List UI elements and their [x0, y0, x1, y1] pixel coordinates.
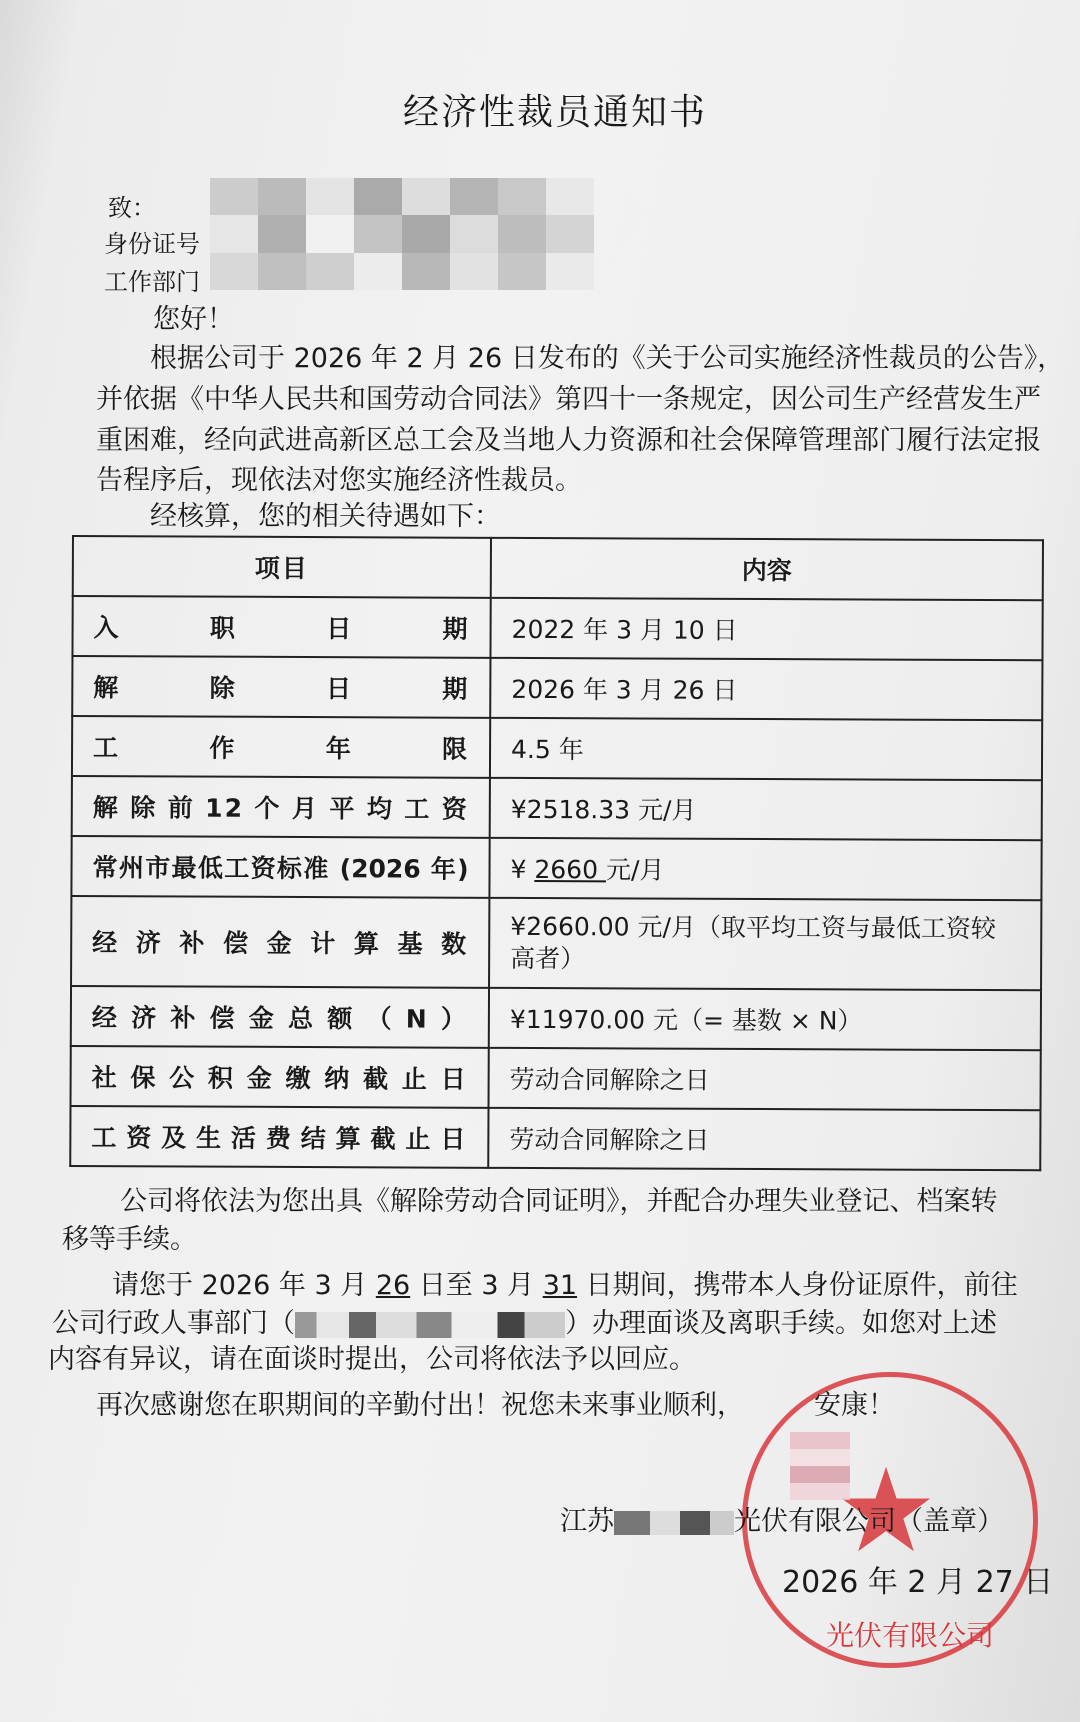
column-header-item: 项目: [73, 536, 491, 598]
department-label: 工作部门: [104, 268, 200, 296]
table-row: [72, 716, 1042, 780]
row-label: 解除前12个月平均工资: [72, 776, 490, 838]
table-row: [71, 836, 1041, 900]
row-value: ¥2660.00 元/月（取平均工资与最低工资较高者）: [489, 898, 1041, 990]
table-row: [72, 656, 1042, 720]
row-value: 2026 年 3 月 26 日: [490, 658, 1042, 720]
row-label: 常州市最低工资标准 (2026 年): [71, 836, 489, 898]
text: 再次感谢您在职期间的辛勤付出！祝您未来事业顺利，: [96, 1390, 744, 1421]
end-day: 31: [542, 1270, 578, 1301]
body-paragraph-1: 告程序后，现依法对您实施经济性裁员。: [96, 465, 582, 496]
row-value: ¥11970.00 元（= 基数 × N）: [489, 988, 1041, 1050]
body-paragraph-1: 重困难，经向武进高新区总工会及当地人力资源和社会保障管理部门履行法定报: [96, 425, 1041, 456]
row-value: [489, 838, 1041, 900]
row-value: 劳动合同解除之日: [488, 1108, 1040, 1170]
text: 日至 3 月: [410, 1270, 543, 1301]
table-row: [71, 1046, 1041, 1110]
table-row: [71, 896, 1041, 990]
id-number-label: 身份证号: [104, 230, 200, 258]
amount: 2660: [534, 855, 607, 885]
row-label: 工资及生活费结算截止日: [70, 1106, 488, 1168]
body-paragraph-3: 公司将依法为您出具《解除劳动合同证明》，并配合办理失业登记、档案转: [120, 1186, 998, 1217]
redacted-seal-portion: [790, 1432, 850, 1500]
row-label: 解除日期: [72, 656, 490, 718]
text: 江苏: [560, 1506, 614, 1537]
table-row: [71, 986, 1041, 1050]
row-value: 4.5 年: [490, 718, 1042, 780]
table-row: [72, 776, 1042, 840]
seal-text: 光伏有限公司: [826, 1619, 995, 1652]
recipient-label: 致：: [108, 194, 156, 222]
table-header-row: [73, 536, 1043, 600]
row-label: 工作年限: [72, 716, 490, 778]
body-paragraph-4: [52, 1310, 997, 1338]
company-signature: [560, 1508, 1004, 1535]
text: 日期间，携带本人身份证原件，前往: [577, 1270, 1018, 1301]
unit: 元/月: [605, 855, 665, 885]
row-value: 2022 年 3 月 10 日: [490, 598, 1042, 660]
table-row: [72, 596, 1042, 660]
redacted-personal-info: [210, 178, 594, 290]
body-paragraph-1: 并依据《中华人民共和国劳动合同法》第四十一条规定，因公司生产经营发生严: [96, 384, 1041, 415]
redacted-company-name: [614, 1511, 734, 1535]
text: 公司行政人事部门（: [52, 1308, 295, 1339]
column-header-content: 内容: [491, 538, 1043, 600]
text: 光伏有限公司（盖章）: [734, 1506, 1004, 1537]
text: 安康！: [814, 1390, 895, 1421]
closing-paragraph: [96, 1392, 895, 1419]
body-paragraph-4: 内容有异议，请在面谈时提出，公司将依法予以回应。: [48, 1344, 696, 1375]
body-paragraph-4: [112, 1272, 1018, 1299]
row-label: 社保公积金缴纳截止日: [71, 1046, 489, 1108]
row-label: 经济补偿金总额（N）: [71, 986, 489, 1048]
row-value: 劳动合同解除之日: [489, 1048, 1041, 1110]
redacted-location: [295, 1312, 565, 1338]
row-label: 入职日期: [72, 596, 490, 658]
row-value: ¥2518.33 元/月: [490, 778, 1042, 840]
body-paragraph-1: 根据公司于 2026 年 2 月 26 日发布的《关于公司实施经济性裁员的公告》，: [150, 343, 1065, 374]
text: ）办理面谈及离职手续。如您对上述: [565, 1308, 997, 1339]
currency: ¥: [510, 854, 535, 885]
benefits-table: [69, 535, 1044, 1171]
issue-date: 2026 年 2 月 27 日: [782, 1565, 1054, 1600]
row-label: 经济补偿金计算基数: [71, 896, 489, 988]
text: 请您于 2026 年 3 月: [112, 1270, 376, 1301]
table-row: [70, 1106, 1040, 1170]
body-paragraph-3: 移等手续。: [62, 1224, 197, 1255]
document-title: 经济性裁员通知书: [402, 92, 707, 133]
body-paragraph-2: 经核算，您的相关待遇如下：: [150, 501, 501, 532]
greeting: 您好！: [153, 304, 234, 335]
start-day: 26: [375, 1270, 411, 1301]
